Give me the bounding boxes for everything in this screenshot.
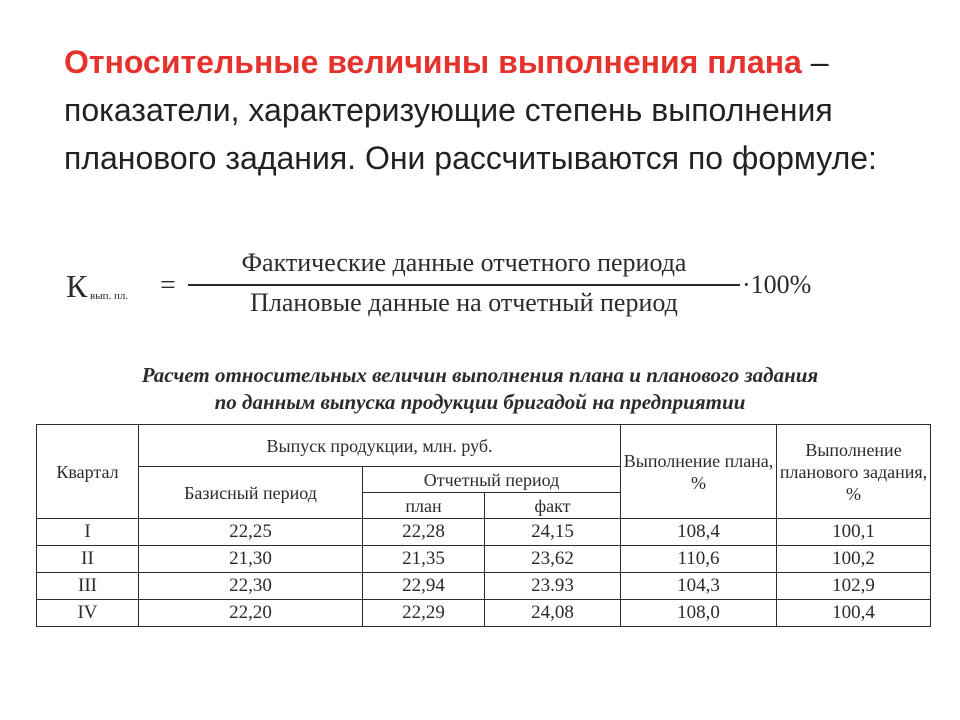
table-row — [37, 546, 931, 573]
cell-base: 22,30 — [139, 573, 363, 600]
table-caption — [30, 362, 930, 416]
cell-task: 100,2 — [777, 546, 931, 573]
cell-fulfillment: 108,4 — [621, 519, 777, 546]
header-base-period: Базисный период — [139, 467, 363, 519]
cell-base: 22,20 — [139, 600, 363, 627]
formula-equals: = — [160, 270, 176, 301]
header-fact: факт — [485, 493, 621, 519]
cell-quarter: II — [37, 546, 139, 573]
cell-plan: 21,35 — [363, 546, 485, 573]
cell-fulfillment: 110,6 — [621, 546, 777, 573]
table-caption-line-1: Расчет относительных величин выполнения плана и планового задания — [141, 363, 819, 387]
data-table — [36, 424, 931, 627]
header-plan-task-fulfillment: Выполнение планового задания, % — [777, 425, 931, 519]
cell-fact: 23.93 — [485, 573, 621, 600]
formula-denominator: Плановые данные на отчетный период — [250, 288, 678, 317]
table-row — [37, 600, 931, 627]
formula — [62, 240, 842, 330]
header-quarter: Квартал — [37, 425, 139, 519]
cell-base: 22,25 — [139, 519, 363, 546]
cell-fact: 23,62 — [485, 546, 621, 573]
cell-task: 100,4 — [777, 600, 931, 627]
header-output: Выпуск продукции, млн. руб. — [139, 425, 621, 467]
formula-numerator: Фактические данные отчетного периода — [241, 248, 687, 277]
intro-paragraph — [64, 38, 904, 182]
table-row — [37, 573, 931, 600]
header-plan: план — [363, 493, 485, 519]
defined-term: Относительные величины выполнения плана — [64, 44, 802, 80]
cell-fact: 24,08 — [485, 600, 621, 627]
header-report-period: Отчетный период — [363, 467, 621, 493]
formula-symbol: К — [66, 268, 88, 304]
header-plan-fulfillment: Выполнение плана, % — [621, 425, 777, 519]
cell-fact: 24,15 — [485, 519, 621, 546]
fraction-bar — [188, 284, 740, 286]
formula-subscript: вып. пл. — [90, 290, 129, 302]
cell-quarter: III — [37, 573, 139, 600]
cell-plan: 22,29 — [363, 600, 485, 627]
cell-plan: 22,94 — [363, 573, 485, 600]
formula-multiplier: ·100% — [742, 270, 812, 299]
cell-base: 21,30 — [139, 546, 363, 573]
cell-quarter: IV — [37, 600, 139, 627]
cell-fulfillment: 108,0 — [621, 600, 777, 627]
cell-fulfillment: 104,3 — [621, 573, 777, 600]
cell-plan: 22,28 — [363, 519, 485, 546]
table-caption-line-2: по данным выпуска продукции бригадой на предприятии — [214, 390, 746, 414]
definition-text: – показатели, характеризующие степень выполнения планового задания. Они рассчитываются по формуле: — [64, 44, 877, 176]
cell-task: 100,1 — [777, 519, 931, 546]
cell-quarter: I — [37, 519, 139, 546]
table-row — [37, 519, 931, 546]
cell-task: 102,9 — [777, 573, 931, 600]
